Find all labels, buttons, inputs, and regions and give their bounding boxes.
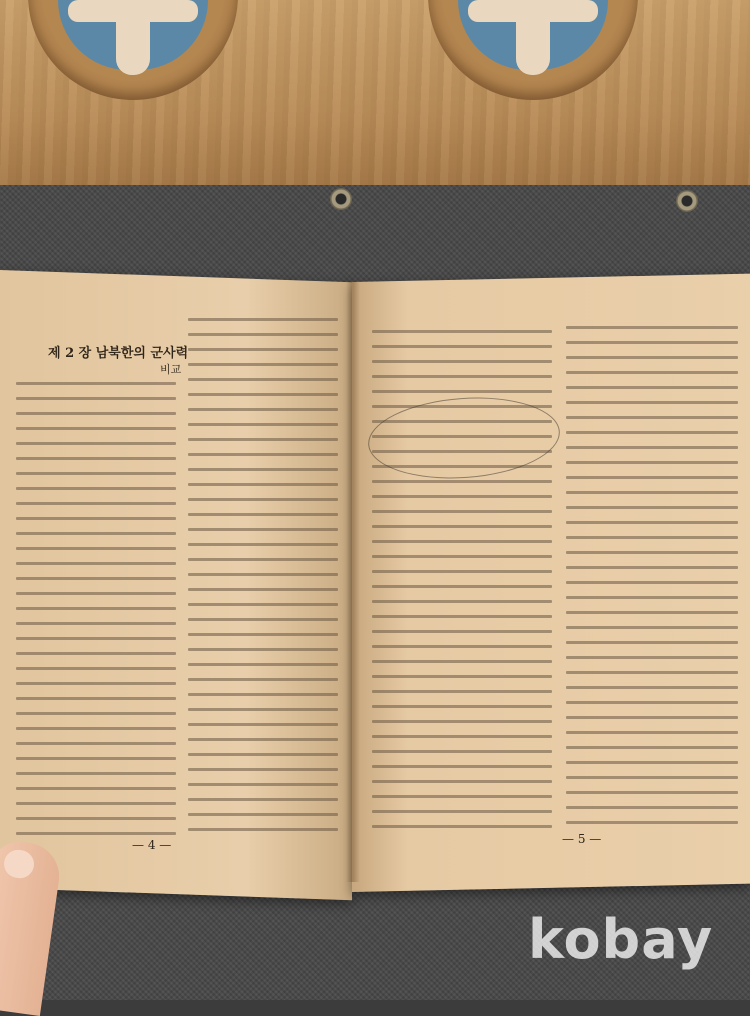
cutout-cross-post bbox=[116, 0, 150, 75]
left-page-text-column-2 bbox=[188, 318, 338, 848]
left-page-number: — 4 — bbox=[132, 838, 172, 852]
left-page-text-column-1 bbox=[16, 382, 176, 852]
watermark-logo: kobay bbox=[528, 908, 714, 971]
wooden-wall bbox=[0, 0, 750, 200]
grommet bbox=[676, 190, 698, 212]
booklet-spine bbox=[346, 282, 360, 882]
grommet bbox=[330, 188, 352, 210]
wall-cutout-right bbox=[428, 0, 638, 100]
right-page-number: — 5 — bbox=[562, 832, 602, 846]
right-page-text-column-2 bbox=[566, 326, 738, 846]
wall-cutout-left bbox=[28, 0, 238, 100]
chapter-title: 제 2 장 남북한의 군사력 bbox=[48, 346, 189, 361]
chapter-subtitle: 비교 bbox=[160, 363, 182, 376]
cutout-cross-post bbox=[516, 0, 550, 75]
